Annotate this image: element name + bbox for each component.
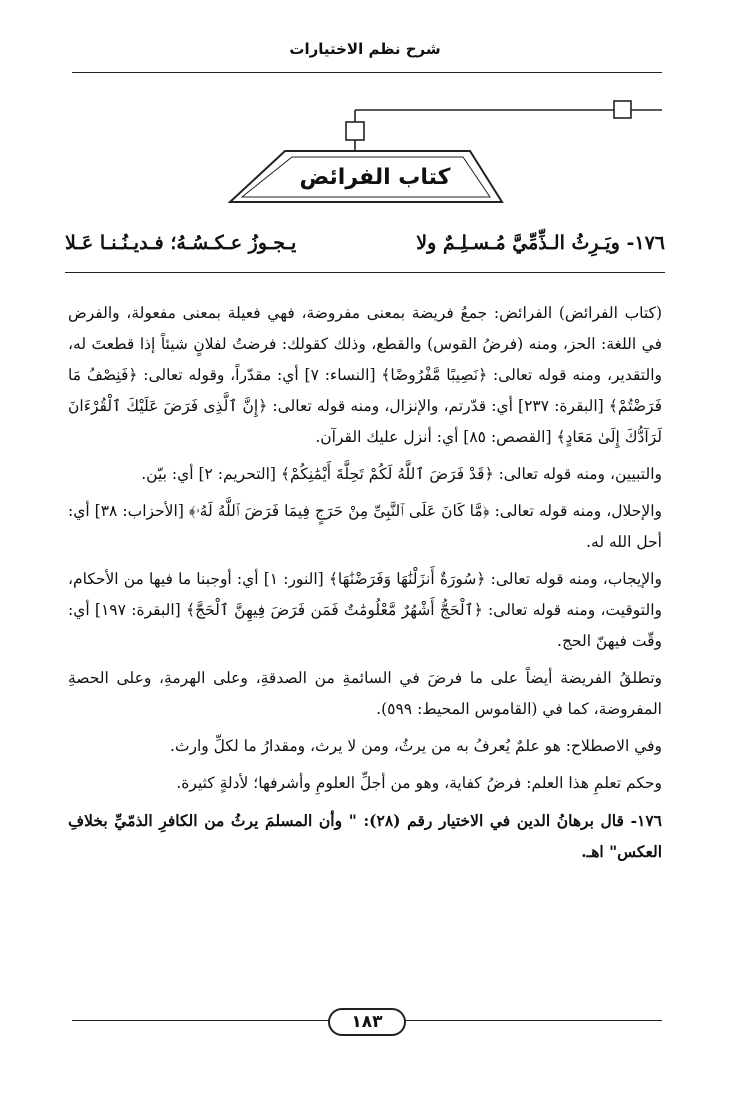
paragraph-ihlal: والإحلال، ومنه قوله تعالى: ﴿مَّا كَانَ عَلَى ٱلنَّبِىِّ مِنْ حَرَجٍ فِيمَا فَرَضَ ٱللَّهُ لَهُۥ﴾ [الأحزاب: ٣٨] أي: أحل الله له. <box>68 502 662 551</box>
paragraph-ijab: والإيجاب، ومنه قوله تعالى: ﴿سُورَةٌ أَنزَلْنَٰهَا وَفَرَضْنَٰهَا﴾ [النور: ١] أي: أوجبنا ما فيها من الأحكام، والتوقيت، ومنه قوله تعالى: ﴿ٱلْحَجُّ أَشْهُرٌ مَّعْلُومَٰتٌ فَمَن فَرَضَ فِيهِنَّ ٱلْحَجَّ﴾ [البقرة: ١٩٧] أي: وقّت فيهنّ الحج. <box>68 570 662 650</box>
commentary-block <box>68 298 662 867</box>
verse-first-hemistich: ١٧٦- ويَـرِثُ الـذِّمِّيَّ مُـسـلِـمٌ ولا <box>416 232 665 254</box>
verse-second-hemistich: يـجـوزُ عـكـسُـهُ؛ فـديـنُـنـا عَـلا <box>65 232 297 254</box>
paragraph-definition: (كتاب الفرائض) الفرائض: جمعُ فريضة بمعنى مفروضة، فهي فعيلة بمعنى مفعولة، والفرض في اللغة: الحز، ومنه (فرضُ القوس) والقطع، وذلك كقولك: فرضتُ لفلانٍ شيئاً إذا قطعتَ له، والتقدير، ومنه قوله تعالى: ﴿نَصِيبًا مَّفْرُوضًا﴾ [النساء: ٧] أي: مقدّراً، وقوله تعالى: ﴿فَنِصْفُ مَا فَرَضْتُمْ﴾ [البقرة: ٢٣٧] أي: قدّرتم، والإنزال، ومنه قوله تعالى: ﴿إِنَّ ٱلَّذِى فَرَضَ عَلَيْكَ ٱلْقُرْءَانَ لَرَآدُّكَ إِلَىٰ مَعَادٍ﴾ [القصص: ٨٥] أي: أنزل عليك القرآن. <box>68 304 662 446</box>
running-header: شرح نظم الاختيارات <box>289 40 441 58</box>
page-number: ١٨٣ <box>328 1008 406 1036</box>
poem-verse <box>65 228 665 258</box>
paragraph-tabyin: والتبيين، ومنه قوله تعالى: ﴿قَدْ فَرَضَ ٱللَّهُ لَكُمْ تَحِلَّةَ أَيْمَٰنِكُمْ﴾ [التحريم: ٢] أي: بيّن. <box>141 465 662 483</box>
verse-rule <box>65 272 665 273</box>
paragraph-fareeda: وتطلقُ الفريضة أيضاً على ما فرضَ في السائمةِ من الصدقةِ، وعلى الهرمةِ، وعلى الحصةِ المفروضة، كما في (القاموس المحيط: ٥٩٩). <box>68 669 662 718</box>
ornament-square-right <box>614 101 631 118</box>
paragraph-ikhtiyar: ١٧٦- قال برهانُ الدين في الاختيار رقم (٢٨): " وأن المسلمَ يرثُ من الكافرِ الذمّيِّ بخلافِ العكس" اهـ. <box>68 811 662 861</box>
paragraph-istilah: وفي الاصطلاح: هو علمٌ يُعرفُ به من يرثُ، ومن لا يرث، ومقدارُ ما لكلِّ وارث. <box>169 737 662 755</box>
paragraph-hukm: وحكم تعلمِ هذا العلم: فرضُ كفاية، وهو من أجلِّ العلومِ وأشرفها؛ لأدلةٍ كثيرة. <box>176 774 662 792</box>
chapter-title: كتاب الفرائض <box>299 165 451 190</box>
ornament-square-top <box>346 122 364 140</box>
